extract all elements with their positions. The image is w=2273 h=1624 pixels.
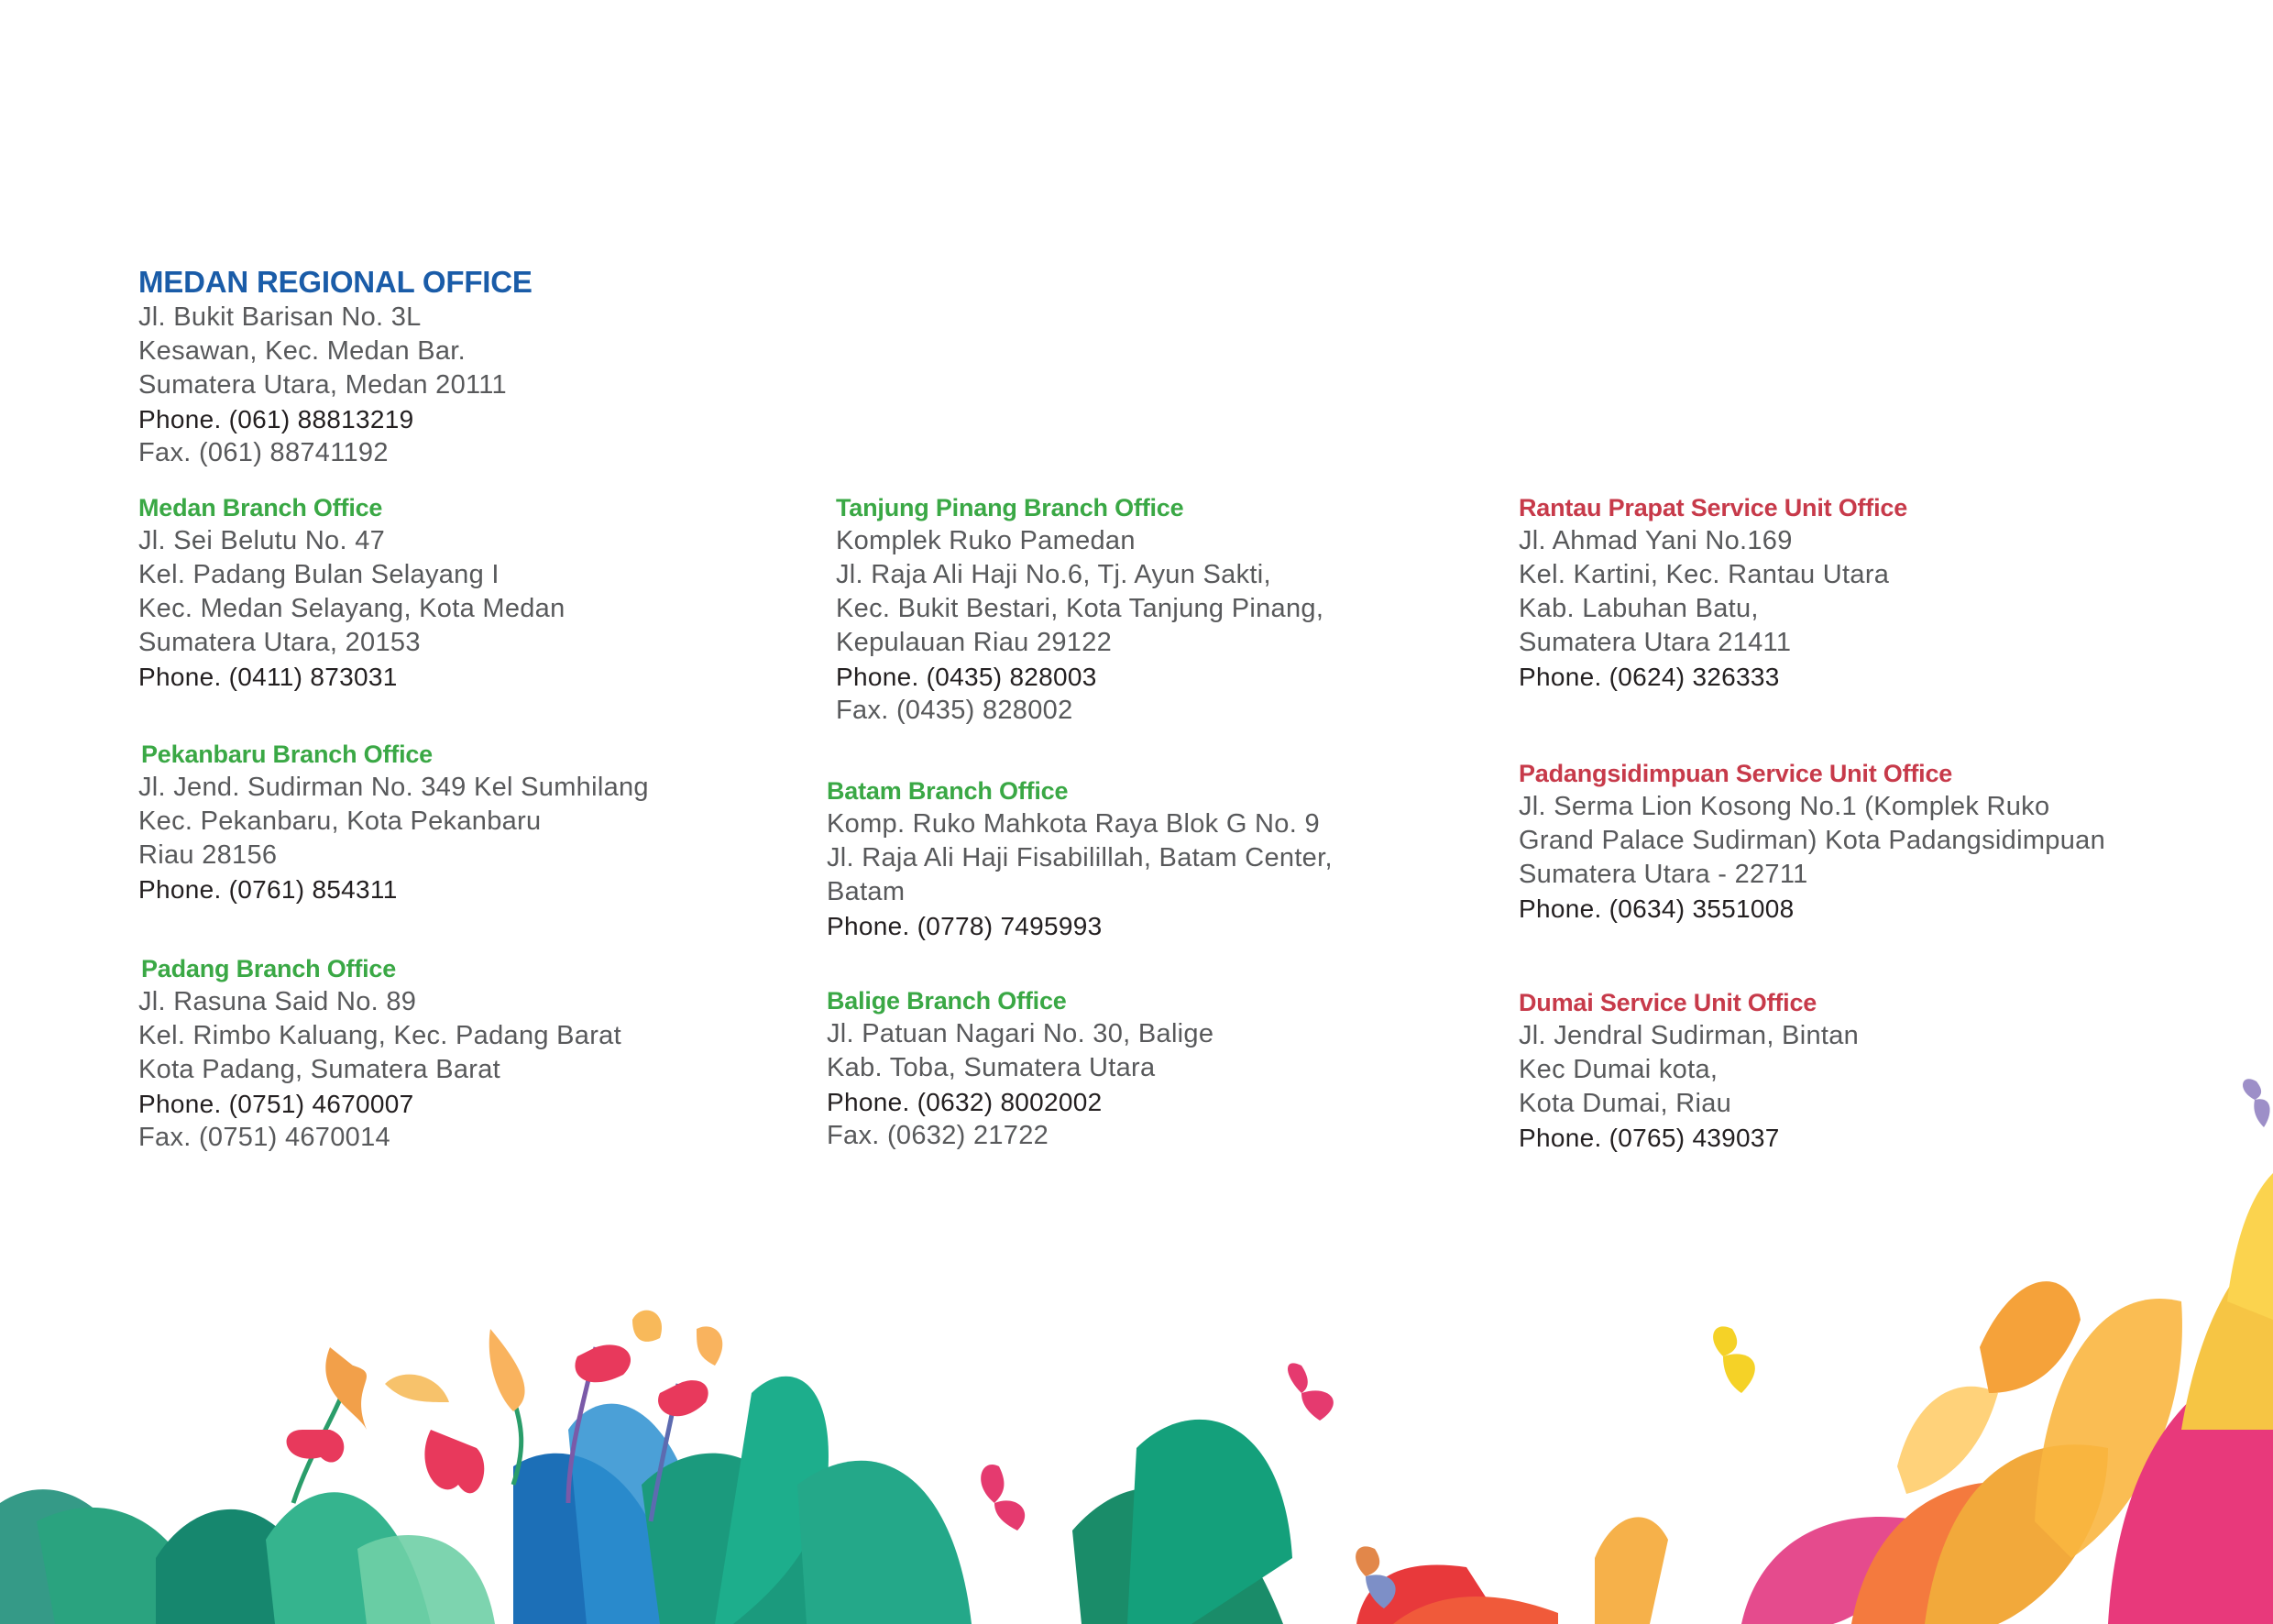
- address-line: Kota Dumai, Riau: [1519, 1089, 1732, 1118]
- address-line: Kab. Labuhan Batu,: [1519, 594, 1759, 623]
- office-block-dumai-service-unit: [1519, 986, 1859, 1155]
- address-line: Kec. Bukit Bestari, Kota Tanjung Pinang,: [836, 594, 1324, 623]
- address-line: Kel. Padang Bulan Selayang I: [138, 560, 500, 589]
- address-line: Jl. Bukit Barisan No. 3L: [138, 302, 422, 332]
- address-line: Kec. Medan Selayang, Kota Medan: [138, 594, 566, 623]
- address-line: Komp. Ruko Mahkota Raya Blok G No. 9: [827, 809, 1320, 839]
- phone-number: Phone. (0624) 326333: [1519, 663, 1780, 691]
- address-line: Jl. Jendral Sudirman, Bintan: [1519, 1021, 1860, 1050]
- regional-office-title: MEDAN REGIONAL OFFICE: [138, 265, 533, 299]
- address-line: Jl. Raja Ali Haji Fisabilillah, Batam Center,: [827, 843, 1333, 872]
- office-block-batam-branch: [827, 774, 1333, 943]
- address-line: Jl. Raja Ali Haji No.6, Tj. Ayun Sakti,: [836, 560, 1271, 589]
- office-title: Tanjung Pinang Branch Office: [836, 494, 1184, 521]
- address-line: Sumatera Utara 21411: [1519, 628, 1792, 657]
- office-title: Pekanbaru Branch Office: [141, 741, 434, 768]
- phone-number: Phone. (0761) 854311: [138, 875, 398, 904]
- phone-number: Phone. (0632) 8002002: [827, 1088, 1103, 1116]
- phone-number: Phone. (0751) 4670007: [138, 1090, 414, 1118]
- address-line: Kec Dumai kota,: [1519, 1055, 1718, 1084]
- address-line: Kepulauan Riau 29122: [836, 628, 1113, 657]
- fax-number: Fax. (0751) 4670014: [138, 1123, 390, 1152]
- fax-number: Fax. (0435) 828002: [836, 696, 1073, 725]
- address-line: Jl. Serma Lion Kosong No.1 (Komplek Ruko: [1519, 792, 2050, 821]
- address-line: Riau 28156: [138, 840, 278, 870]
- office-title: Medan Branch Office: [138, 494, 383, 521]
- office-block-balige-branch: [827, 984, 1213, 1153]
- address-line: Jl. Sei Belutu No. 47: [138, 526, 386, 555]
- tropical-leaf-icon: [0, 1377, 1558, 1624]
- address-line: Batam: [827, 877, 906, 906]
- office-block-tanjung-pinang-branch: [836, 491, 1323, 728]
- fax-number: Fax. (0632) 21722: [827, 1121, 1049, 1150]
- address-line: Jl. Jend. Sudirman No. 349 Kel Sumhilang: [138, 773, 649, 802]
- office-title: Balige Branch Office: [827, 987, 1067, 1015]
- address-line: Jl. Patuan Nagari No. 30, Balige: [827, 1019, 1214, 1048]
- office-title: Padang Branch Office: [141, 955, 397, 982]
- office-title: Rantau Prapat Service Unit Office: [1519, 494, 1908, 521]
- phone-number: Phone. (061) 88813219: [138, 405, 414, 433]
- address-line: Kel. Rimbo Kaluang, Kec. Padang Barat: [138, 1021, 621, 1050]
- office-block-medan-branch: [138, 491, 566, 694]
- address-line: Jl. Ahmad Yani No.169: [1519, 526, 1793, 555]
- address-line: Sumatera Utara - 22711: [1519, 860, 1808, 889]
- tropical-leaf-icon: [1595, 1173, 2273, 1624]
- phone-number: Phone. (0435) 828003: [836, 663, 1097, 691]
- address-line: Jl. Rasuna Said No. 89: [138, 987, 417, 1016]
- phone-number: Phone. (0411) 873031: [138, 663, 398, 691]
- address-line: Sumatera Utara, Medan 20111: [138, 370, 507, 400]
- office-block-padangsidimpuan-service-unit: [1519, 757, 2105, 926]
- phone-number: Phone. (0778) 7495993: [827, 912, 1103, 940]
- address-line: Komplek Ruko Pamedan: [836, 526, 1136, 555]
- butterfly-icon: [981, 1079, 2269, 1608]
- address-line: Kel. Kartini, Kec. Rantau Utara: [1519, 560, 1890, 589]
- regional-office-block: [138, 264, 533, 470]
- fax-number: Fax. (061) 88741192: [138, 438, 389, 467]
- phone-number: Phone. (0634) 3551008: [1519, 894, 1795, 923]
- flower-icon: [287, 1311, 723, 1521]
- office-block-padang-branch: [138, 952, 621, 1155]
- phone-number: Phone. (0765) 439037: [1519, 1124, 1780, 1152]
- office-title: Batam Branch Office: [827, 777, 1069, 805]
- address-line: Kota Padang, Sumatera Barat: [138, 1055, 501, 1084]
- address-line: Kab. Toba, Sumatera Utara: [827, 1053, 1156, 1082]
- address-line: Kec. Pekanbaru, Kota Pekanbaru: [138, 807, 542, 836]
- address-line: Grand Palace Sudirman) Kota Padangsidimpuan: [1519, 826, 2105, 855]
- address-line: Kesawan, Kec. Medan Bar.: [138, 336, 467, 366]
- office-title: Dumai Service Unit Office: [1519, 989, 1817, 1016]
- office-title: Padangsidimpuan Service Unit Office: [1519, 760, 1953, 787]
- address-line: Sumatera Utara, 20153: [138, 628, 421, 657]
- office-block-pekanbaru-branch: [138, 738, 649, 906]
- office-block-rantau-prapat-service-unit: [1519, 491, 1907, 694]
